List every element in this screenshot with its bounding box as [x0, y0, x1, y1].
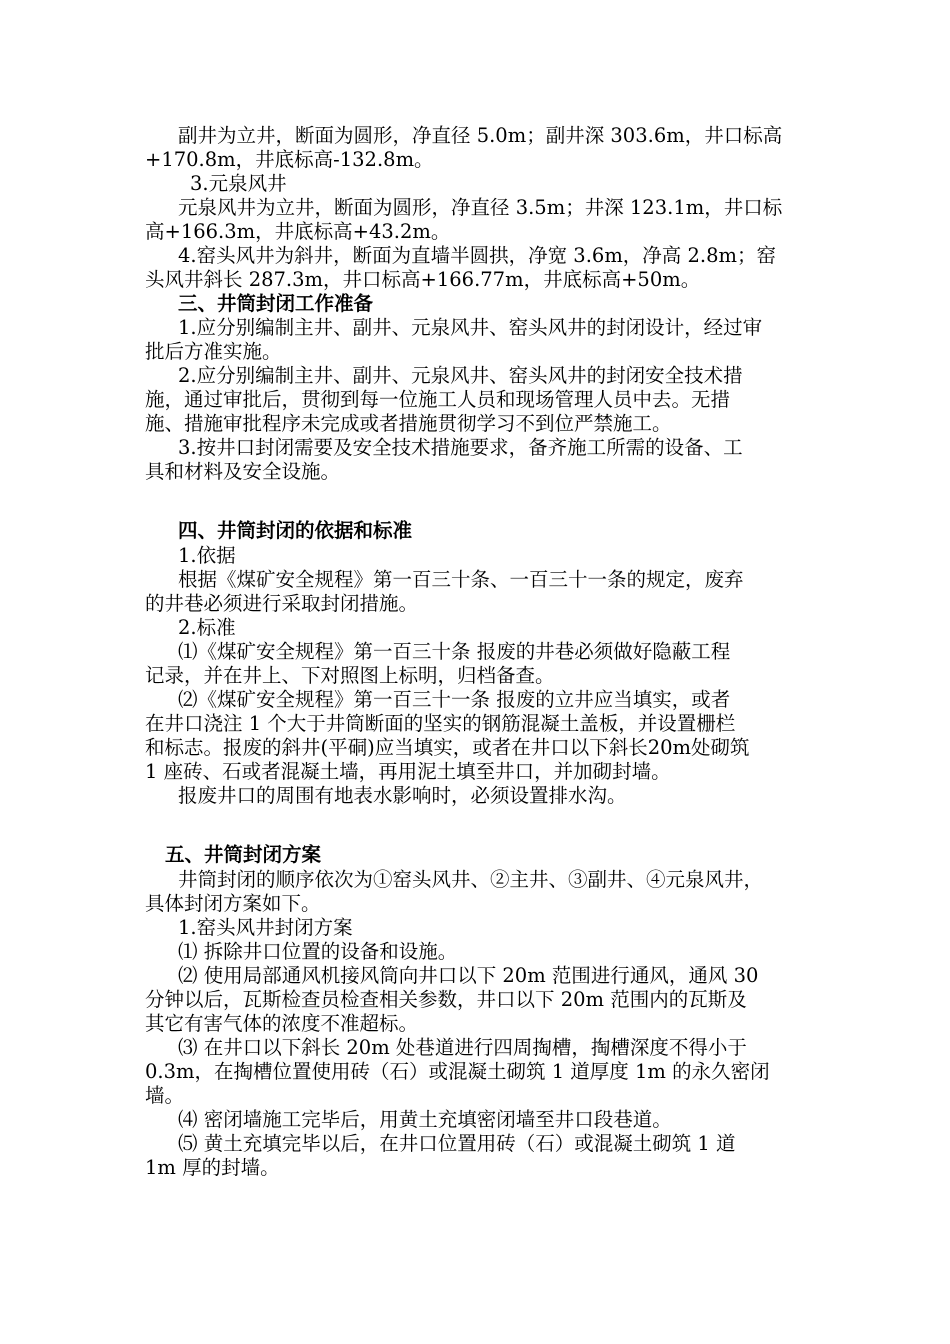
paragraph-line: 头风井斜长 287.3m，井口标高+166.77m，井底标高+50m。 — [145, 268, 701, 291]
paragraph-line: 元泉风井为立井，断面为圆形，净直径 3.5m；井深 123.1m，井口标 — [178, 196, 783, 219]
paragraph-line: 4.窑头风井为斜井，断面为直墙半圆拱，净宽 3.6m，净高 2.8m；窑 — [178, 244, 777, 267]
paragraph-line: 2.应分别编制主井、副井、元泉风井、窑头风井的封闭安全技术措 — [178, 364, 743, 387]
paragraph-line: 报废井口的周围有地表水影响时，必须设置排水沟。 — [178, 784, 627, 807]
paragraph-line: 副井为立井，断面为圆形，净直径 5.0m；副井深 303.6m，井口标高 — [178, 124, 783, 147]
paragraph-line: 具体封闭方案如下。 — [145, 892, 321, 915]
paragraph-line: +170.8m，井底标高-132.8m。 — [145, 148, 434, 171]
paragraph-line: 在井口浇注 1 个大于井筒断面的坚实的钢筋混凝土盖板，并设置栅栏 — [145, 712, 736, 735]
subsection-heading: 2.标准 — [178, 616, 236, 639]
subsection-heading: 1.窑头风井封闭方案 — [178, 916, 353, 939]
section-heading: 四、井筒封闭的依据和标准 — [178, 519, 413, 542]
paragraph-line: 施、措施审批程序未完成或者措施贯彻学习不到位严禁施工。 — [145, 412, 672, 435]
paragraph-line: 施，通过审批后，贯彻到每一位施工人员和现场管理人员中去。无措 — [145, 388, 731, 411]
paragraph-line: 其它有害气体的浓度不准超标。 — [145, 1012, 419, 1035]
paragraph-line: 1 座砖、石或者混凝土墙，再用泥土填至井口，并加砌封墙。 — [145, 760, 671, 783]
subsection-heading: 1.依据 — [178, 544, 236, 567]
paragraph-line: ⑷ 密闭墙施工完毕后，用黄土充填密闭墙至井口段巷道。 — [178, 1108, 672, 1131]
paragraph-line: 3.按井口封闭需要及安全技术措施要求，备齐施工所需的设备、工 — [178, 436, 743, 459]
paragraph-line: 1m 厚的封墙。 — [145, 1156, 280, 1179]
paragraph-line: 高+166.3m，井底标高+43.2m。 — [145, 220, 451, 243]
section-heading: 五、井筒封闭方案 — [165, 843, 322, 866]
paragraph-line: 批后方准实施。 — [145, 340, 282, 363]
paragraph-line: 0.3m，在掏槽位置使用砖（石）或混凝土砌筑 1 道厚度 1m 的永久密闭 — [145, 1060, 770, 1083]
paragraph-line: 分钟以后，瓦斯检查员检查相关参数，井口以下 20m 范围内的瓦斯及 — [145, 988, 747, 1011]
paragraph-line: 和标志。报废的斜井(平硐)应当填实，或者在井口以下斜长20m处砌筑 — [145, 736, 750, 759]
paragraph-line: ⑵ 使用局部通风机接风筒向井口以下 20m 范围进行通风，通风 30 — [178, 964, 759, 987]
paragraph-line: ⑵《煤矿安全规程》第一百三十一条 报废的立井应当填实，或者 — [178, 688, 731, 711]
paragraph-line: 根据《煤矿安全规程》第一百三十条、一百三十一条的规定，废弃 — [178, 568, 744, 591]
paragraph-line: ⑸ 黄土充填完毕以后，在井口位置用砖（石）或混凝土砌筑 1 道 — [178, 1132, 736, 1155]
paragraph-line: 记录，并在井上、下对照图上标明，归档备查。 — [145, 664, 555, 687]
paragraph-line: ⑴《煤矿安全规程》第一百三十条 报废的井巷必须做好隐蔽工程 — [178, 640, 731, 663]
paragraph-line: 具和材料及安全设施。 — [145, 460, 341, 483]
paragraph-line: ⑴ 拆除井口位置的设备和设施。 — [178, 940, 458, 963]
paragraph-line: 井筒封闭的顺序依次为①窑头风井、②主井、③副井、④元泉风井， — [178, 868, 764, 891]
subsection-heading: 3.元泉风井 — [190, 172, 287, 195]
paragraph-line: 1.应分别编制主井、副井、元泉风井、窑头风井的封闭设计，经过审 — [178, 316, 763, 339]
section-heading: 三、井筒封闭工作准备 — [178, 292, 374, 315]
paragraph-line: 墙。 — [145, 1084, 185, 1107]
paragraph-line: ⑶ 在井口以下斜长 20m 处巷道进行四周掏槽，掏槽深度不得小于 — [178, 1036, 747, 1059]
paragraph-line: 的井巷必须进行采取封闭措施。 — [145, 592, 419, 615]
